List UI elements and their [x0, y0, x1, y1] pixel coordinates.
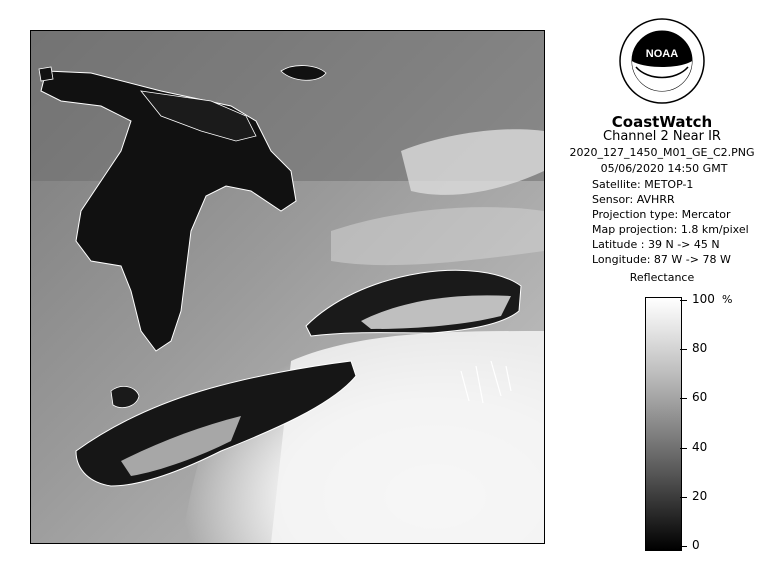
colorbar-tick — [680, 349, 687, 350]
colorbar-tick-label: 100 — [692, 292, 715, 306]
latitude-label: Latitude : 39 N -> 45 N — [592, 238, 720, 251]
colorbar-tick-label: 0 — [692, 538, 700, 552]
cloud-mass — [271, 331, 544, 543]
reflectance-unit: % — [722, 293, 733, 306]
colorbar-tick-label: 40 — [692, 440, 708, 454]
colorbar-tick-label: 80 — [692, 341, 708, 355]
map-projection-label: Map projection: 1.8 km/pixel — [592, 223, 749, 236]
colorbar-tick-label: 20 — [692, 489, 708, 503]
filename-label: 2020_127_1450_M01_GE_C2.PNG — [569, 146, 755, 159]
satellite-reflectance-map — [30, 30, 545, 544]
sensor-label: Sensor: AVHRR — [592, 193, 675, 206]
app-title: CoastWatch — [611, 113, 713, 131]
colorbar-tick — [680, 546, 687, 547]
channel-label: Channel 2 Near IR — [603, 129, 721, 144]
reflectance-label: Reflectance — [629, 271, 695, 284]
reflectance-colorbar — [645, 297, 682, 551]
noaa-logo — [618, 17, 706, 105]
small-lake — [39, 67, 53, 81]
colorbar-tick — [680, 398, 687, 399]
projection-type-label: Projection type: Mercator — [592, 208, 731, 221]
colorbar-tick-label: 60 — [692, 390, 708, 404]
noaa-logo-text: NOAA — [645, 48, 679, 60]
satellite-label: Satellite: METOP-1 — [592, 178, 694, 191]
longitude-label: Longitude: 87 W -> 78 W — [592, 253, 731, 266]
colorbar-tick — [680, 300, 687, 301]
colorbar-tick — [680, 448, 687, 449]
datetime-label: 05/06/2020 14:50 GMT — [600, 162, 728, 175]
colorbar-tick — [680, 497, 687, 498]
